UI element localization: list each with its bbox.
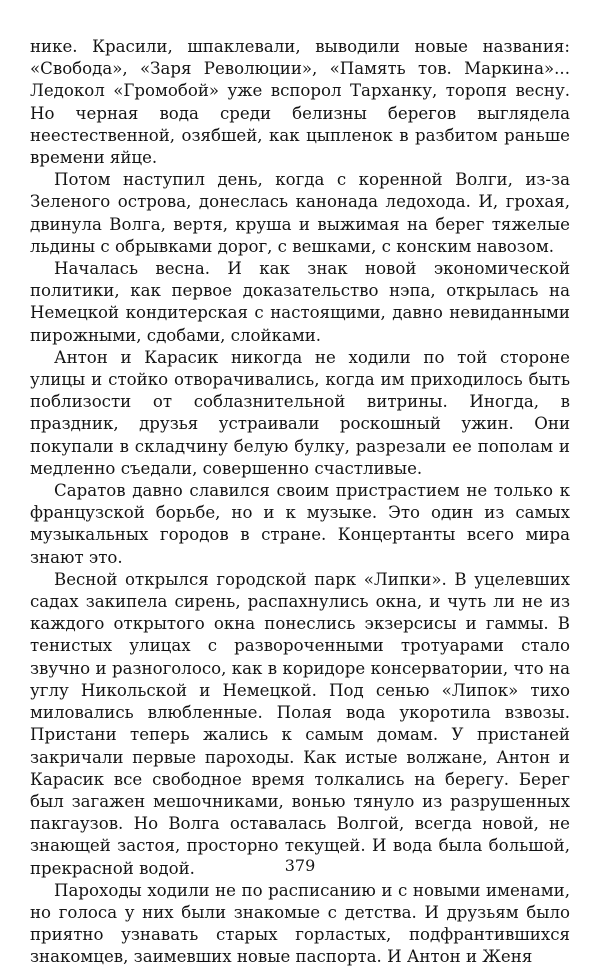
paragraph-spring-nep: Началась весна. И как знак новой экономической политики, как первое доказательство нэпа, открылась на Немецкой кондитерская с настоящими, давно невиданными пирожными, сдобами, слойками.: [30, 259, 570, 345]
paragraph-saratov-music: Саратов давно славился своим пристрастием не только к французской борьбе, но и к музыке. Это один из самых музыкальных городов в стране. Концертанты всего мира знают это.: [30, 481, 570, 567]
paragraph-ice-drift: Потом наступил день, когда с коренной Волги, из-за Зеленого острова, донеслась канонада ледохода. И, грохая, двинула Волга, вертя, круша и выжимая на берег тяжелые льдины с обрывками дорог, с вешками, с конским навозом.: [30, 170, 570, 256]
page-body: [30, 36, 570, 969]
paragraph-steamboats: Пароходы ходили не по расписанию и с новыми именами, но голоса у них были знакомые с детства. И друзьям было приятно узнавать старых горластых, подфрантившихся знакомцев, заимевших новые паспорта. И Антон и Женя: [30, 880, 570, 967]
paragraph-anton-karasik: Антон и Карасик никогда не ходили по той стороне улицы и стойко отворачивались, когда им приходилось быть поблизости от соблазнительной витрины. Иногда, в праздник, друзья устраивали роскошный ужин. Они покупали в складчину белую булку, разрезали ее пополам и медленно съедали, совершенно счастливые.: [30, 347, 570, 478]
page-number: 379: [284, 856, 316, 875]
paragraph-continuation: нике. Красили, шпаклевали, выводили новые названия: «Свобода», «Заря Революции», «Память тов. Маркина»... Ледокол «Громобой» уже вспорол Тарханку, торопя весну. Но черная вода среди белизны берегов выглядела неестественной, озябшей, как цыпленок в разбитом раньше времени яйце.: [30, 37, 570, 168]
paragraph-lipki-park: Весной открылся городской парк «Липки». В уцелевших садах закипела сирень, распахнулись окна, и чуть ли не из каждого открытого окна понеслись экзерсисы и гаммы. В тенистых улицах с развороченными тротуарами стало звучно и разноголосо, как в коридоре консерватории, что на углу Никольской и Немецкой. Под сенью «Липок» тихо миловались влюбленные. Полая вода укоротила взвозы. Пристани теперь жались к самым домам. У пристаней закричали первые пароходы. Как истые волжане, Антон и Карасик все свободное время толкались на берегу. Берег был загажен мешочниками, вонью тянуло из разрушенных пакгаузов. Но Волга оставалась Волгой, всегда новой, не знающей застоя, просторно текущей. И вода была большой, прекрасной водой.: [30, 569, 570, 878]
